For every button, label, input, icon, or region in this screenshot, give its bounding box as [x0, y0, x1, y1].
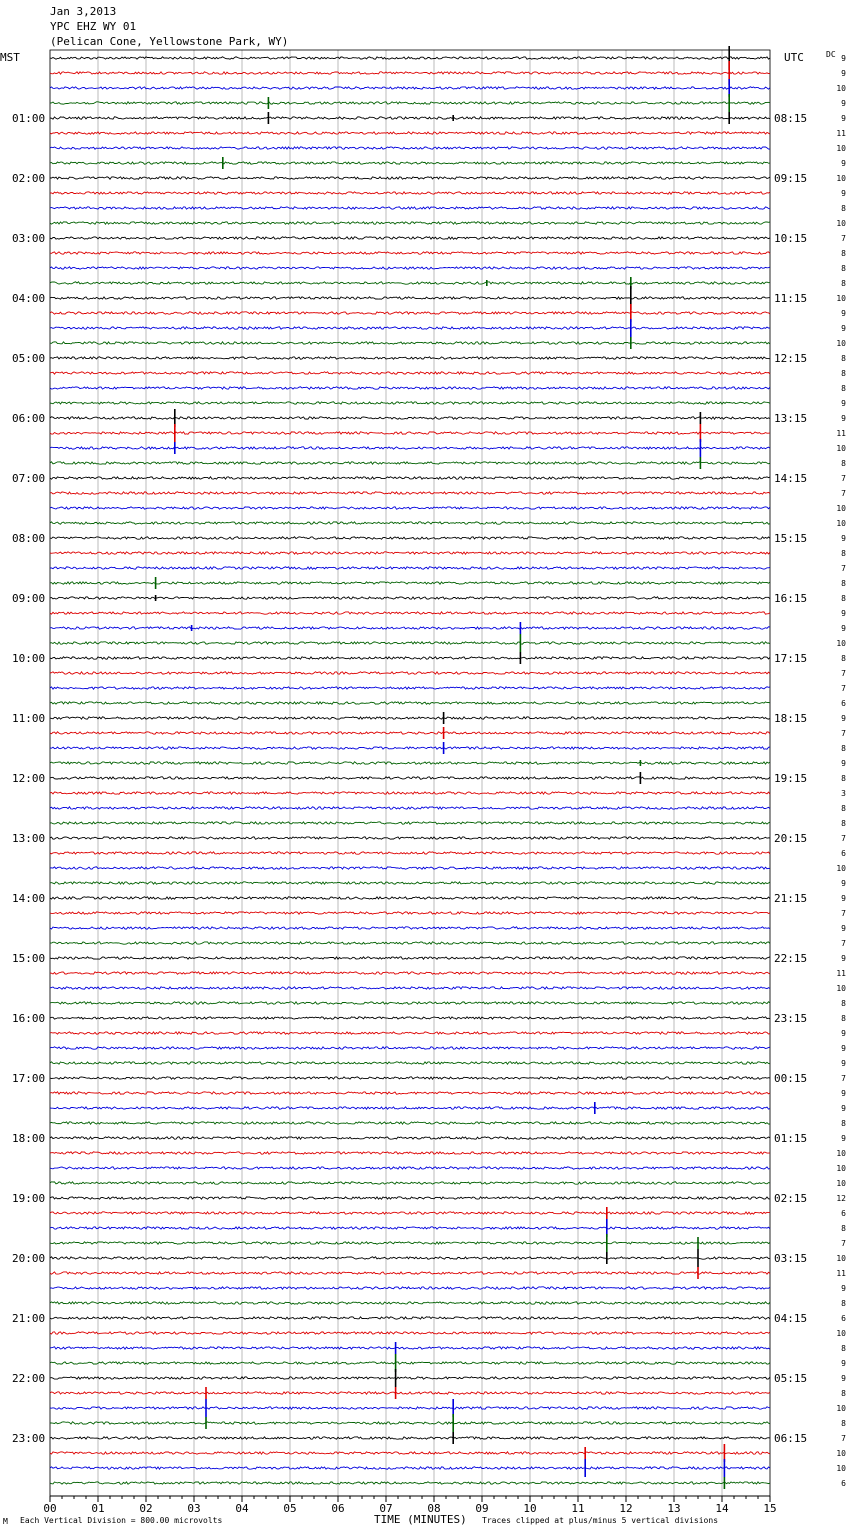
seismic-trace: [50, 837, 770, 839]
dc-offset-value: 7: [841, 1074, 846, 1083]
left-hour-label: 08:00: [12, 532, 46, 545]
left-hour-label: 10:00: [12, 652, 46, 665]
seismic-trace: [50, 162, 770, 164]
left-hour-label: 13:00: [12, 832, 46, 845]
x-tick-label: 02: [139, 1502, 153, 1515]
dc-offset-value: 6: [841, 849, 846, 858]
dc-offset-value: 10: [836, 294, 846, 303]
dc-offset-value: 9: [841, 924, 846, 933]
seismic-trace: [50, 1287, 770, 1289]
dc-offset-value: 8: [841, 1344, 846, 1353]
right-hour-label: 05:15: [774, 1372, 808, 1385]
seismic-trace: [50, 357, 770, 359]
dc-offset-value: 8: [841, 1389, 846, 1398]
dc-offset-value: 9: [841, 1374, 846, 1383]
left-hour-label: 21:00: [12, 1312, 46, 1325]
seismic-trace: [50, 387, 770, 389]
scale-note: Each Vertical Division = 800.00 microvolts: [20, 1516, 223, 1525]
left-hour-label: 12:00: [12, 772, 46, 785]
seismic-trace: [50, 1407, 770, 1409]
dc-offset-value: 9: [841, 1104, 846, 1113]
seismic-trace: [50, 492, 770, 494]
x-tick-label: 14: [715, 1502, 729, 1515]
dc-offset-value: 9: [841, 54, 846, 63]
dc-offset-value: 7: [841, 564, 846, 573]
seismic-trace: [50, 312, 770, 314]
seismic-trace: [50, 462, 770, 464]
seismic-trace: [50, 927, 770, 929]
seismic-trace: [50, 807, 770, 809]
left-hour-label: 18:00: [12, 1132, 46, 1145]
seismic-trace: [50, 1167, 770, 1169]
seismic-trace: [50, 717, 770, 719]
seismic-trace: [50, 132, 770, 134]
right-hour-label: 23:15: [774, 1012, 808, 1025]
dc-offset-value: 9: [841, 1134, 846, 1143]
right-hour-label: 10:15: [774, 232, 808, 245]
clip-note: Traces clipped at plus/minus 5 vertical divisions: [482, 1516, 719, 1525]
x-tick-label: 15: [763, 1502, 777, 1515]
left-timezone-label: MST: [0, 51, 20, 64]
dc-offset-value: 10: [836, 984, 846, 993]
dc-offset-value: 9: [841, 399, 846, 408]
dc-offset-value: 6: [841, 699, 846, 708]
seismic-trace: [50, 1302, 770, 1304]
left-hour-label: 15:00: [12, 952, 46, 965]
seismic-trace: [50, 117, 770, 119]
seismic-trace: [50, 432, 770, 434]
dc-offset-value: 11: [836, 969, 846, 978]
dc-offset-value: 8: [841, 264, 846, 273]
x-tick-label: 12: [619, 1502, 633, 1515]
seismic-trace: [50, 747, 770, 749]
dc-offset-value: 10: [836, 1149, 846, 1158]
dc-offset-value: 8: [841, 279, 846, 288]
dc-offset-value: 8: [841, 594, 846, 603]
dc-offset-value: 10: [836, 864, 846, 873]
seismic-trace: [50, 342, 770, 344]
seismic-trace: [50, 1257, 770, 1259]
seismic-trace: [50, 822, 770, 824]
dc-offset-value: 10: [836, 1254, 846, 1263]
seismic-trace: [50, 1482, 770, 1484]
right-hour-label: 15:15: [774, 532, 808, 545]
dc-header-label: DC: [826, 50, 836, 59]
dc-offset-value: 9: [841, 99, 846, 108]
seismic-trace: [50, 1047, 770, 1049]
x-tick-label: 06: [331, 1502, 345, 1515]
seismic-trace: [50, 402, 770, 404]
seismic-trace: [50, 1332, 770, 1334]
dc-offset-value: 9: [841, 114, 846, 123]
dc-offset-value: 9: [841, 189, 846, 198]
left-hour-label: 16:00: [12, 1012, 46, 1025]
right-hour-labels: [774, 112, 807, 1445]
seismic-trace: [50, 1122, 770, 1124]
x-tick-label: 00: [43, 1502, 57, 1515]
seismic-trace: [50, 1227, 770, 1229]
seismic-trace: [50, 1002, 770, 1004]
right-hour-label: 19:15: [774, 772, 808, 785]
seismic-trace: [50, 1422, 770, 1424]
seismic-trace: [50, 507, 770, 509]
dc-offset-value: 3: [841, 789, 846, 798]
dc-offset-value: 8: [841, 549, 846, 558]
right-hour-label: 21:15: [774, 892, 808, 905]
left-hour-label: 14:00: [12, 892, 46, 905]
seismic-trace: [50, 972, 770, 974]
right-hour-label: 02:15: [774, 1192, 808, 1205]
dc-offset-value: 9: [841, 324, 846, 333]
dc-offset-value: 8: [841, 1014, 846, 1023]
seismic-trace: [50, 762, 770, 764]
seismic-trace: [50, 612, 770, 614]
seismic-trace: [50, 237, 770, 239]
seismic-trace: [50, 447, 770, 449]
dc-offset-value: 9: [841, 894, 846, 903]
dc-offset-value: 9: [841, 1059, 846, 1068]
seismic-trace: [50, 597, 770, 599]
dc-offset-value: 7: [841, 669, 846, 678]
dc-offset-value: 9: [841, 309, 846, 318]
dc-offset-value: 9: [841, 609, 846, 618]
right-hour-label: 18:15: [774, 712, 808, 725]
x-tick-label: 03: [187, 1502, 201, 1515]
dc-offset-value: 8: [841, 1419, 846, 1428]
seismic-trace: [50, 57, 770, 59]
dc-offset-value: 7: [841, 684, 846, 693]
seismic-trace: [50, 957, 770, 959]
seismic-trace: [50, 1362, 770, 1364]
left-hour-label: 05:00: [12, 352, 46, 365]
seismic-trace: [50, 417, 770, 419]
seismic-trace: [50, 207, 770, 209]
seismic-trace: [50, 372, 770, 374]
dc-offset-value: 7: [841, 909, 846, 918]
traces: [50, 57, 770, 1484]
seismic-trace: [50, 942, 770, 944]
dc-offset-value: 7: [841, 834, 846, 843]
dc-offset-value: 10: [836, 84, 846, 93]
right-hour-label: 03:15: [774, 1252, 808, 1265]
dc-offset-value: 7: [841, 729, 846, 738]
dc-offset-value: 8: [841, 579, 846, 588]
dc-offset-value: 8: [841, 819, 846, 828]
x-tick-label: 08: [427, 1502, 441, 1515]
x-tick-label: 01: [91, 1502, 105, 1515]
dc-offset-value: 10: [836, 144, 846, 153]
dc-offset-value: 6: [841, 1209, 846, 1218]
seismic-trace: [50, 912, 770, 914]
seismic-trace: [50, 102, 770, 104]
dc-offset-value: 9: [841, 624, 846, 633]
right-hour-label: 13:15: [774, 412, 808, 425]
seismic-trace: [50, 987, 770, 989]
dc-offset-value: 10: [836, 444, 846, 453]
dc-offset-value: 9: [841, 69, 846, 78]
right-hour-label: 11:15: [774, 292, 808, 305]
dc-offset-value: 9: [841, 1359, 846, 1368]
dc-offset-value: 8: [841, 774, 846, 783]
dc-offset-value: 7: [841, 939, 846, 948]
x-tick-label: 07: [379, 1502, 393, 1515]
seismic-trace: [50, 627, 770, 629]
seismic-trace: [50, 1437, 770, 1439]
seismic-trace: [50, 222, 770, 224]
right-hour-label: 06:15: [774, 1432, 808, 1445]
right-timezone-label: UTC: [784, 51, 804, 64]
right-hour-label: 16:15: [774, 592, 808, 605]
seismic-trace: [50, 72, 770, 74]
seismic-trace: [50, 642, 770, 644]
dc-offset-value: 9: [841, 1044, 846, 1053]
dc-offset-value: 10: [836, 1404, 846, 1413]
seismic-trace: [50, 1452, 770, 1454]
dc-offset-value: 7: [841, 474, 846, 483]
left-hour-label: 04:00: [12, 292, 46, 305]
dc-offset-value: 7: [841, 234, 846, 243]
seismic-trace: [50, 777, 770, 779]
dc-offset-value: 7: [841, 1434, 846, 1443]
seismic-trace: [50, 552, 770, 554]
dc-offset-value: 10: [836, 1164, 846, 1173]
dc-offset-value: 11: [836, 129, 846, 138]
dc-offset-value: 8: [841, 1119, 846, 1128]
dc-offset-value: 8: [841, 204, 846, 213]
left-hour-label: 19:00: [12, 1192, 46, 1205]
dc-offset-value: 8: [841, 384, 846, 393]
dc-offset-value: 9: [841, 1284, 846, 1293]
dc-offset-value: 10: [836, 1464, 846, 1473]
seismic-trace: [50, 1197, 770, 1199]
dc-offset-value: 9: [841, 954, 846, 963]
dc-offset-value: 10: [836, 504, 846, 513]
seismic-trace: [50, 582, 770, 584]
dc-offset-value: 8: [841, 369, 846, 378]
x-tick-label: 04: [235, 1502, 249, 1515]
seismic-trace: [50, 1017, 770, 1019]
seismic-trace: [50, 192, 770, 194]
dc-offset-value: 8: [841, 354, 846, 363]
seismic-trace: [50, 1092, 770, 1094]
left-hour-labels: [12, 112, 45, 1445]
dc-offset-value: 8: [841, 999, 846, 1008]
seismic-trace: [50, 792, 770, 794]
seismic-trace: [50, 1242, 770, 1244]
dc-offset-value: 9: [841, 159, 846, 168]
seismic-trace: [50, 267, 770, 269]
dc-offset-value: 11: [836, 1269, 846, 1278]
x-tick-label: 11: [571, 1502, 585, 1515]
left-hour-label: 23:00: [12, 1432, 46, 1445]
location-label: (Pelican Cone, Yellowstone Park, WY): [50, 35, 289, 48]
left-hour-label: 11:00: [12, 712, 46, 725]
dc-offset-value: 11: [836, 429, 846, 438]
right-hour-label: 09:15: [774, 172, 808, 185]
x-tick-label: 09: [475, 1502, 489, 1515]
right-hour-label: 00:15: [774, 1072, 808, 1085]
seismic-trace: [50, 732, 770, 734]
seismic-trace: [50, 897, 770, 899]
left-hour-label: 07:00: [12, 472, 46, 485]
seismic-trace: [50, 1107, 770, 1109]
seismic-trace: [50, 1467, 770, 1469]
seismic-trace: [50, 702, 770, 704]
dc-offset-value: 9: [841, 879, 846, 888]
seismic-trace: [50, 147, 770, 149]
seismic-trace: [50, 252, 770, 254]
seismic-trace: [50, 1152, 770, 1154]
seismic-trace: [50, 1272, 770, 1274]
dc-offset-value: 8: [841, 249, 846, 258]
dc-offset-value: 10: [836, 1329, 846, 1338]
seismic-trace: [50, 327, 770, 329]
left-hour-label: 01:00: [12, 112, 46, 125]
seismic-trace: [50, 177, 770, 179]
right-hour-label: 08:15: [774, 112, 808, 125]
left-hour-label: 17:00: [12, 1072, 46, 1085]
seismic-trace: [50, 282, 770, 284]
seismic-trace: [50, 657, 770, 659]
right-hour-label: 22:15: [774, 952, 808, 965]
x-tick-label: 10: [523, 1502, 537, 1515]
seismic-trace: [50, 672, 770, 674]
left-hour-label: 06:00: [12, 412, 46, 425]
seismic-trace: [50, 1317, 770, 1319]
left-hour-label: 20:00: [12, 1252, 46, 1265]
date-label: Jan 3,2013: [50, 5, 117, 18]
seismic-trace: [50, 1062, 770, 1064]
dc-offset-value: 7: [841, 489, 846, 498]
dc-offset-value: 9: [841, 714, 846, 723]
dc-offset-value: 9: [841, 759, 846, 768]
dc-offset-value: 8: [841, 1224, 846, 1233]
dc-offset-value: 9: [841, 1029, 846, 1038]
seismic-trace: [50, 1212, 770, 1214]
seismic-trace: [50, 297, 770, 299]
x-tick-label: 13: [667, 1502, 681, 1515]
right-hour-label: 17:15: [774, 652, 808, 665]
seismic-trace: [50, 87, 770, 89]
dc-offset-value: 10: [836, 219, 846, 228]
seismic-trace: [50, 882, 770, 884]
seismic-trace: [50, 567, 770, 569]
seismic-trace: [50, 1347, 770, 1349]
dc-offset-value: 10: [836, 1179, 846, 1188]
dc-offset-value: 10: [836, 519, 846, 528]
seismic-trace: [50, 852, 770, 854]
left-hour-label: 22:00: [12, 1372, 46, 1385]
left-hour-label: 03:00: [12, 232, 46, 245]
seismic-trace: [50, 1032, 770, 1034]
dc-offset-value: 9: [841, 414, 846, 423]
right-hour-label: 12:15: [774, 352, 808, 365]
seismic-trace: [50, 1377, 770, 1379]
station-label: YPC EHZ WY 01: [50, 20, 137, 33]
dc-offset-value: 10: [836, 339, 846, 348]
dc-offset-value: 10: [836, 174, 846, 183]
dc-offset-value: 7: [841, 1239, 846, 1248]
left-hour-label: 09:00: [12, 592, 46, 605]
dc-offset-labels: [836, 54, 846, 1488]
left-hour-label: 02:00: [12, 172, 46, 185]
dc-offset-value: 8: [841, 459, 846, 468]
seismic-trace: [50, 477, 770, 479]
seismic-trace: [50, 522, 770, 524]
right-hour-label: 04:15: [774, 1312, 808, 1325]
x-axis-label: TIME (MINUTES): [374, 1513, 467, 1526]
seismic-trace: [50, 1182, 770, 1184]
dc-offset-value: 10: [836, 639, 846, 648]
x-tick-label: 05: [283, 1502, 297, 1515]
seismic-trace: [50, 1392, 770, 1394]
dc-offset-value: 6: [841, 1314, 846, 1323]
footer-mark: M: [3, 1517, 8, 1526]
dc-offset-value: 8: [841, 744, 846, 753]
right-hour-label: 20:15: [774, 832, 808, 845]
dc-offset-value: 9: [841, 1089, 846, 1098]
dc-offset-value: 10: [836, 1449, 846, 1458]
right-hour-label: 14:15: [774, 472, 808, 485]
seismic-trace: [50, 687, 770, 689]
dc-offset-value: 12: [836, 1194, 846, 1203]
dc-offset-value: 8: [841, 804, 846, 813]
dc-offset-value: 8: [841, 1299, 846, 1308]
seismic-trace: [50, 867, 770, 869]
dc-offset-value: 9: [841, 534, 846, 543]
seismic-trace: [50, 1077, 770, 1079]
dc-offset-value: 6: [841, 1479, 846, 1488]
dc-offset-value: 8: [841, 654, 846, 663]
seismic-trace: [50, 1137, 770, 1139]
seismic-trace: [50, 537, 770, 539]
right-hour-label: 01:15: [774, 1132, 808, 1145]
